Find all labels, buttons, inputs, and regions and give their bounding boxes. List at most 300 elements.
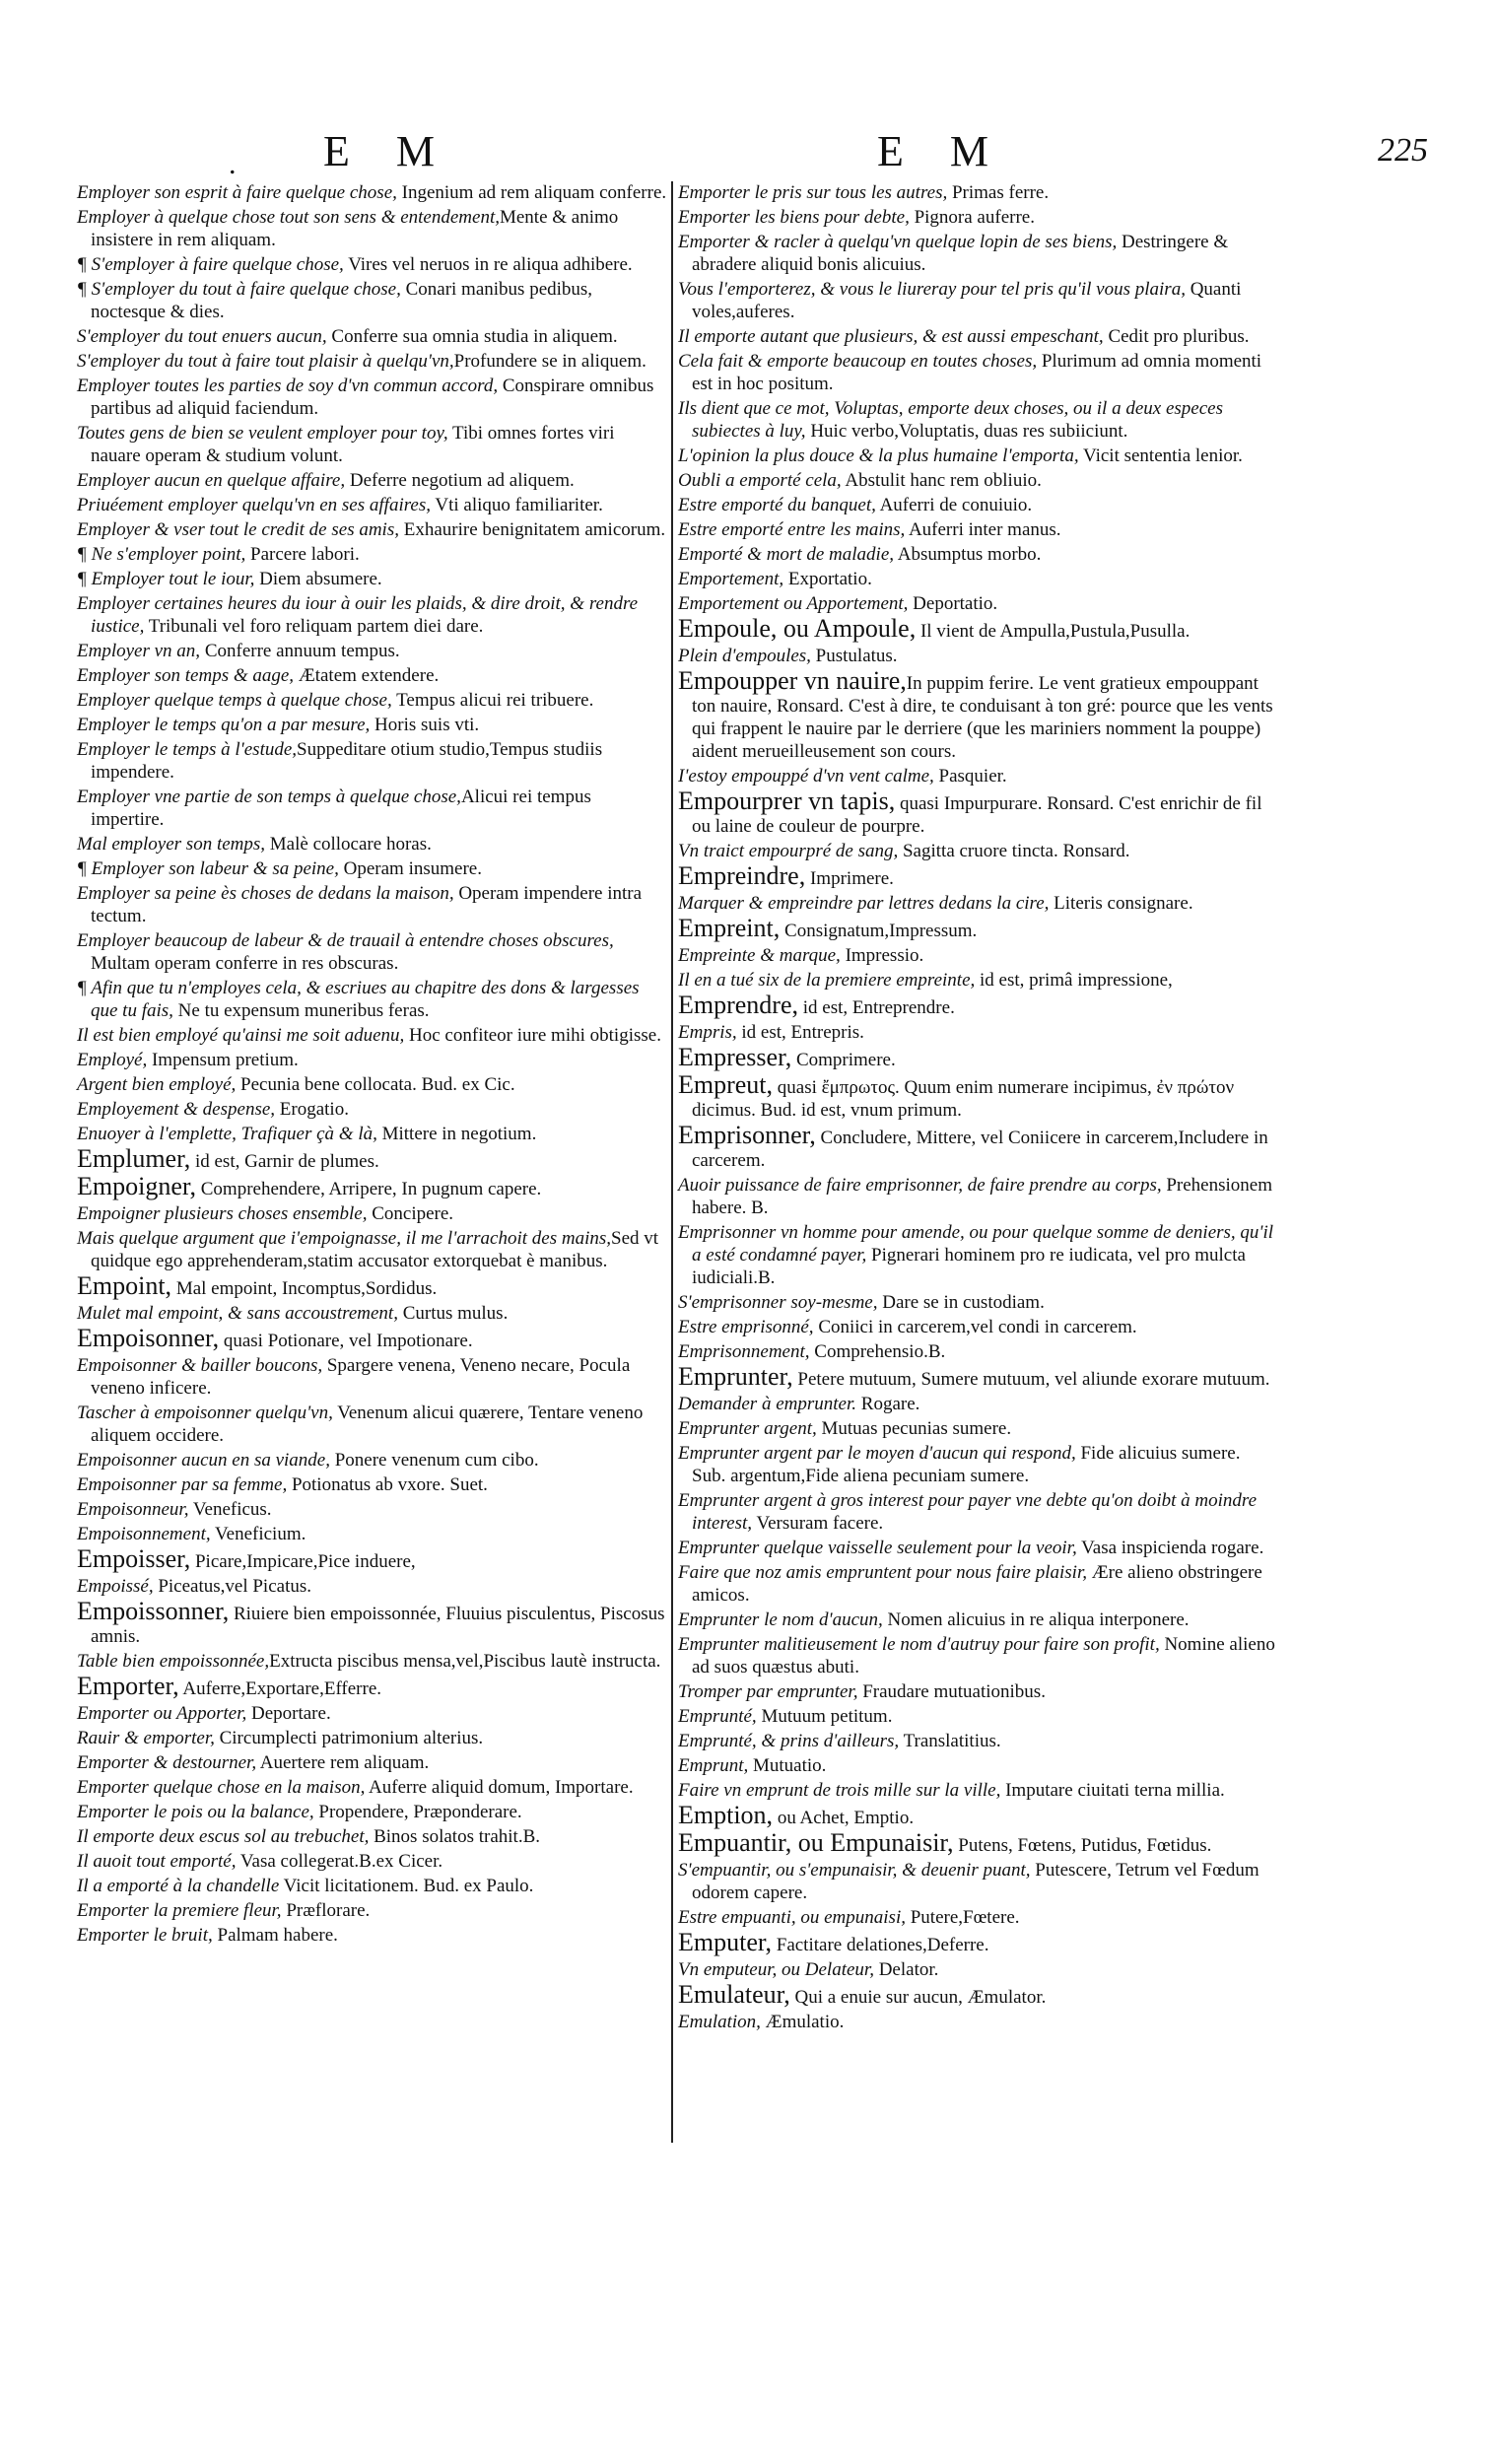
entry-headword: Employer son temps & aage, [77, 665, 295, 686]
dictionary-entry [77, 1825, 668, 1848]
entry-headword: Auoir puissance de faire emprisonner, de faire prendre au corps, [678, 1175, 1162, 1196]
entry-gloss: Ætatem extendere. [294, 665, 440, 686]
entry-gloss: Putescere, Tetrum vel Fœdum odorem capere. [692, 1860, 1259, 1903]
entry-gloss: Putere,Fœtere. [905, 1907, 1020, 1928]
entry-headword: Mulet mal empoint, & sans accoustrement, [77, 1303, 398, 1324]
entry-headword: Il emporte deux escus sol au trebuchet, [77, 1826, 370, 1847]
dictionary-entry [77, 882, 668, 927]
dictionary-entry [678, 397, 1275, 443]
entry-gloss: Tribunali vel foro reliquam partem diei dare. [144, 616, 484, 637]
entry-gloss: Auertere rem aliquam. [256, 1752, 430, 1773]
entry-headword: Employer quelque temps à quelque chose, [77, 690, 392, 711]
dictionary-entry [77, 325, 668, 348]
entry-headword: Empuantir, ou Empunaisir, [678, 1828, 954, 1857]
entry-headword: Plein d'empoules, [678, 646, 811, 666]
entry-gloss: Conspirare omnibus partibus ad aliquid faciendum. [91, 376, 654, 419]
entry-gloss: Hoc confiteor iure mihi obtigisse. [404, 1025, 661, 1046]
dictionary-entry [678, 469, 1275, 492]
entry-gloss: Auferre aliquid domum, Importare. [365, 1777, 634, 1798]
entry-headword: Emprunté, & prins d'ailleurs, [678, 1731, 900, 1751]
dictionary-entry [77, 206, 668, 251]
entry-gloss: Mittere in negotium. [376, 1124, 537, 1144]
dictionary-entry [77, 664, 668, 687]
entry-gloss: Mutuatio. [748, 1755, 827, 1776]
entry-gloss: Mutuum petitum. [756, 1706, 893, 1727]
dictionary-entry [77, 929, 668, 975]
entry-headword: S'empuantir, ou s'empunaisir, & deuenir puant, [678, 1860, 1031, 1881]
dictionary-entry [678, 2011, 1275, 2033]
dictionary-entry [77, 1650, 668, 1673]
entry-headword: Empreindre, [678, 861, 806, 890]
dictionary-entry [678, 993, 1275, 1019]
entry-headword: Employé, [77, 1050, 148, 1070]
dictionary-entry [678, 206, 1275, 229]
dictionary-entry [678, 543, 1275, 566]
dictionary-entry [77, 1875, 668, 1897]
entry-headword: Employer aucun en quelque affaire, [77, 470, 346, 491]
entry-headword: Mais quelque argument que i'empoignasse, il me l'arrachoit des mains, [77, 1228, 612, 1249]
entry-headword: Emporter & destourner, [77, 1752, 257, 1773]
dictionary-entry [678, 614, 1275, 643]
entry-headword: Emulateur, [678, 1980, 790, 2009]
dictionary-entry [77, 350, 668, 373]
entry-headword: Emporter le pris sur tous les autres, [678, 182, 948, 203]
dictionary-entry [77, 1402, 668, 1447]
entry-headword: Emprunter quelque vaisselle seulement pour la veoir, [678, 1538, 1077, 1558]
entry-gloss: Operam insumere. [338, 858, 482, 879]
entry-headword: Empoisonner par sa femme, [77, 1474, 288, 1495]
dictionary-entry [77, 833, 668, 856]
entry-gloss: Deportatio. [908, 593, 998, 614]
entry-headword: Emporter le pois ou la balance, [77, 1802, 314, 1822]
entry-gloss: Horis suis vti. [370, 715, 480, 735]
entry-gloss: Picare,Impicare,Pice induere, [190, 1551, 416, 1572]
page-number: 225 [1378, 132, 1428, 169]
dictionary-entry [77, 1899, 668, 1922]
entry-headword: Empoisonner & bailler boucons, [77, 1355, 323, 1376]
entry-gloss: Erogatio. [275, 1099, 349, 1120]
entry-gloss: Conferre annuum tempus. [200, 641, 400, 661]
dictionary-entry [678, 1680, 1275, 1703]
entry-gloss: Tibi omnes fortes viri nauare operam & studium volunt. [91, 423, 615, 466]
entry-headword: I'estoy empouppé d'vn vent calme, [678, 766, 934, 787]
dictionary-entry [678, 1221, 1275, 1289]
dictionary-entry [77, 1324, 668, 1352]
dictionary-entry [678, 969, 1275, 992]
dictionary-entry [678, 892, 1275, 915]
dictionary-entry [678, 840, 1275, 862]
entry-headword: Emprunter argent par le moyen d'aucun qui respond, [678, 1443, 1076, 1464]
entry-headword: Table bien empoissonnée, [77, 1651, 270, 1672]
entry-gloss: Il vient de Ampulla,Pustula,Pusulla. [916, 621, 1191, 642]
entry-headword: Tromper par emprunter, [678, 1681, 858, 1702]
dictionary-entry [678, 1316, 1275, 1338]
entry-headword: Il auoit tout emporté, [77, 1851, 237, 1872]
entry-headword: Emption, [678, 1801, 774, 1829]
entry-gloss: Absumptus morbo. [894, 544, 1042, 565]
entry-gloss: Petere mutuum, Sumere mutuum, vel aliunde exorare mutuum. [792, 1369, 1270, 1390]
dictionary-entry [678, 1754, 1275, 1777]
dictionary-entry [678, 518, 1275, 541]
entry-gloss: Coniici in carcerem,vel condi in carcerem. [813, 1317, 1137, 1337]
entry-headword: Empoisonner, [77, 1324, 220, 1352]
entry-headword: L'opinion la plus douce & la plus humaine l'emporta, [678, 445, 1079, 466]
dictionary-entry [77, 1172, 668, 1200]
dictionary-entry [77, 1049, 668, 1071]
entry-gloss: Fide alicuius sumere. Sub. argentum,Fide aliena pecuniam sumere. [692, 1443, 1241, 1486]
dictionary-entry [678, 350, 1275, 395]
entry-gloss: Profundere se in aliquem. [453, 351, 646, 372]
entry-headword: Emprendre, [678, 991, 799, 1019]
entry-headword: Emprunter, [678, 1362, 793, 1391]
dictionary-entry [77, 689, 668, 712]
entry-headword: Emporter & racler à quelqu'vn quelque lopin de ses biens, [678, 232, 1118, 252]
entry-headword: Employer & vser tout le credit de ses amis, [77, 519, 399, 540]
entry-headword: Enuoyer à l'emplette, Trafiquer çà & là, [77, 1124, 377, 1144]
entry-gloss: id est, Entreprendre. [798, 997, 955, 1018]
entry-headword: Mal employer son temps, [77, 834, 266, 855]
dictionary-entry [77, 977, 668, 1022]
entry-gloss: Pecunia bene collocata. Bud. ex Cic. [236, 1074, 515, 1095]
entry-gloss: Dare se in custodiam. [877, 1292, 1045, 1313]
entry-gloss: Potionatus ab vxore. Suet. [287, 1474, 488, 1495]
dictionary-entry [77, 1597, 668, 1648]
entry-gloss: Riuiere bien empoissonnée, Fluuius pisculentus, Piscosus amnis. [91, 1604, 665, 1647]
entry-gloss: Ære alieno obstringere amicos. [692, 1562, 1262, 1606]
dictionary-entry [77, 1302, 668, 1325]
entry-headword: Faire que noz amis empruntent pour nous faire plaisir, [678, 1562, 1088, 1583]
entry-gloss: Impressio. [840, 945, 924, 966]
entry-headword: Rauir & emporter, [77, 1728, 215, 1748]
entry-headword: Employement & despense, [77, 1099, 276, 1120]
dictionary-entry [77, 1144, 668, 1173]
entry-headword: ¶ S'employer du tout à faire quelque chose, [77, 279, 401, 300]
dictionary-entry [678, 1958, 1275, 1981]
entry-gloss: Rogare. [856, 1394, 920, 1414]
entry-gloss: Nomine alieno ad suos quæstus abuti. [692, 1634, 1275, 1677]
dictionary-entry [77, 1123, 668, 1145]
dictionary-entry [77, 592, 668, 638]
entry-gloss: Piceatus,vel Picatus. [153, 1576, 311, 1597]
entry-headword: Vn emputeur, ou Delateur, [678, 1959, 874, 1980]
running-head-left: E M [323, 127, 452, 175]
entry-headword: Emprunter malitieusement le nom d'autruy pour faire son profit, [678, 1634, 1160, 1655]
entry-gloss: Qui a enuie sur aucun, Æmulator. [789, 1987, 1047, 2008]
dictionary-entry [77, 253, 668, 276]
left-column [77, 181, 668, 1949]
entry-headword: Faire vn emprunt de trois mille sur la ville, [678, 1780, 1001, 1801]
dictionary-entry [678, 1070, 1275, 1122]
dictionary-entry [77, 1073, 668, 1096]
entry-headword: Employer toutes les parties de soy d'vn commun accord, [77, 376, 499, 396]
dictionary-entry [678, 1633, 1275, 1678]
entry-gloss: Palmam habere. [212, 1925, 338, 1946]
entry-gloss: Pasquier. [933, 766, 1007, 787]
dictionary-entry [77, 1702, 668, 1725]
entry-headword: Empoissé, [77, 1576, 154, 1597]
dictionary-entry [678, 181, 1275, 204]
entry-gloss: In puppim ferire. Le vent gratieux empouppant ton nauire, Ronsard. C'est à dire, te conduisant à ton gré: pource que les vents qui frappent le nauire par le derriere (que les mariniers nomment la pouppe) aident merueilleusement son cours. [692, 673, 1273, 762]
entry-gloss: Consignatum,Impressum. [780, 921, 978, 941]
entry-headword: Emulation, [678, 2012, 761, 2032]
entry-gloss: Pignora auferre. [909, 207, 1035, 228]
entry-headword: Empreint, [678, 914, 781, 942]
entry-headword: Emprisonner, [678, 1121, 816, 1149]
entry-gloss: Veneficus. [188, 1499, 272, 1520]
entry-gloss: Conferre sua omnia studia in aliquem. [326, 326, 618, 347]
entry-headword: Estre emporté du banquet, [678, 495, 876, 515]
dictionary-entry [77, 714, 668, 736]
entry-gloss: Mal empoint, Incomptus,Sordidus. [171, 1278, 438, 1299]
entry-gloss: Propendere, Præponderare. [313, 1802, 522, 1822]
entry-gloss: Plurimum ad omnia momenti est in hoc positum. [692, 351, 1262, 394]
entry-headword: Cela fait & emporte beaucoup en toutes choses, [678, 351, 1038, 372]
entry-gloss: Multam operam conferre in res obscuras. [91, 953, 399, 974]
entry-headword: Employer sa peine ès choses de dedans la maison, [77, 883, 454, 904]
dictionary-entry [77, 640, 668, 662]
entry-headword: Employer certaines heures du iour à ouir les plaids, & dire droit, & rendre iustice, [77, 593, 639, 637]
entry-gloss: Sed vt quidque ego apprehenderam,statim accusator extorquebat è manibus. [91, 1228, 659, 1271]
entry-gloss: Circumplecti patrimonium alterius. [214, 1728, 484, 1748]
dictionary-entry [678, 914, 1275, 942]
entry-gloss: Auferri inter manus. [905, 519, 1061, 540]
dictionary-entry [77, 518, 668, 541]
dictionary-entry [678, 1393, 1275, 1415]
entry-headword: Emporter la premiere fleur, [77, 1900, 282, 1921]
entry-headword: Employer le temps à l'estude, [77, 739, 298, 760]
entry-gloss: Nomen alicuius in re aliqua interponere. [882, 1609, 1190, 1630]
entry-gloss: Curtus mulus. [397, 1303, 509, 1324]
entry-headword: Marquer & empreindre par lettres dedans la cire, [678, 893, 1050, 914]
entry-gloss: Spargere venena, Veneno necare, Pocula veneno inficere. [91, 1355, 631, 1399]
entry-headword: Emporter ou Apporter, [77, 1703, 247, 1724]
dictionary-entry [678, 944, 1275, 967]
entry-gloss: Literis consignare. [1049, 893, 1193, 914]
entry-headword: Vous l'emporterez, & vous le liureray pour tel pris qu'il vous plaira, [678, 279, 1186, 300]
entry-headword: Demander à emprunter. [678, 1394, 857, 1414]
entry-headword: Tascher à empoisonner quelqu'vn, [77, 1403, 333, 1423]
dictionary-entry [678, 1779, 1275, 1802]
entry-gloss: Exportatio. [783, 569, 872, 589]
entry-gloss: Veneficium. [210, 1524, 306, 1544]
entry-gloss: Versuram facere. [752, 1513, 884, 1534]
entry-headword: Estre empuanti, ou empunaisi, [678, 1907, 906, 1928]
dictionary-entry [678, 1730, 1275, 1752]
dictionary-entry [678, 1537, 1275, 1559]
entry-headword: ¶ Employer son labeur & sa peine, [77, 858, 339, 879]
entry-gloss: id est, Entrepris. [736, 1022, 864, 1043]
entry-headword: ¶ Ne s'employer point, [77, 544, 246, 565]
entry-headword: Employer vn an, [77, 641, 201, 661]
dictionary-entry [77, 543, 668, 566]
dictionary-entry [678, 1828, 1275, 1857]
dictionary-entry [77, 469, 668, 492]
dictionary-entry [678, 1291, 1275, 1314]
entry-gloss: Putens, Fœtens, Putidus, Fœtidus. [953, 1835, 1212, 1856]
entry-headword: Empoint, [77, 1271, 172, 1300]
entry-gloss: Auferri de conuiuio. [875, 495, 1033, 515]
dictionary-entry [77, 1523, 668, 1545]
dictionary-entry [678, 1489, 1275, 1535]
dictionary-entry [678, 765, 1275, 787]
entry-headword: Empreut, [678, 1070, 774, 1099]
entry-gloss: Parcere labori. [245, 544, 360, 565]
entry-gloss: Alicui rei tempus impertire. [91, 787, 591, 830]
entry-headword: Emprunter le nom d'aucun, [678, 1609, 883, 1630]
entry-gloss: Binos solatos trahit.B. [369, 1826, 541, 1847]
entry-gloss: Fraudare mutuationibus. [857, 1681, 1046, 1702]
dictionary-entry [678, 666, 1275, 763]
entry-gloss: Imprimere. [805, 868, 894, 889]
entry-gloss: Mente & animo insistere in rem aliquam. [91, 207, 619, 250]
entry-headword: Empresser, [678, 1043, 792, 1071]
entry-gloss: Deportare. [246, 1703, 331, 1724]
dictionary-entry [678, 1021, 1275, 1044]
entry-headword: Empoisonner aucun en sa viande, [77, 1450, 330, 1471]
entry-headword: Empoisser, [77, 1544, 191, 1573]
entry-headword: Empreinte & marque, [678, 945, 841, 966]
entry-headword: Empoigner, [77, 1172, 196, 1200]
dictionary-entry [77, 1227, 668, 1272]
entry-headword: ¶ S'employer à faire quelque chose, [77, 254, 344, 275]
entry-headword: Employer beaucoup de labeur & de trauail à entendre choses obscures, [77, 930, 614, 951]
entry-gloss: id est, Garnir de plumes. [190, 1151, 379, 1172]
entry-gloss: Pustulatus. [810, 646, 898, 666]
dictionary-entry [678, 1980, 1275, 2009]
entry-gloss: Comprehendere, Arripere, In pugnum capere. [196, 1179, 542, 1199]
entry-headword: Emporter quelque chose en la maison, [77, 1777, 366, 1798]
dictionary-entry [77, 1727, 668, 1749]
dictionary-entry [678, 1859, 1275, 1904]
entry-headword: ¶ Employer tout le iour, [77, 569, 255, 589]
entry-gloss: Diem absumere. [254, 569, 382, 589]
entry-gloss: Primas ferre. [947, 182, 1050, 203]
dictionary-entry [77, 1575, 668, 1598]
entry-gloss: Abstulit hanc rem obliuio. [841, 470, 1042, 491]
entry-headword: Emprunté, [678, 1706, 757, 1727]
entry-headword: Emputer, [678, 1928, 772, 1956]
entry-headword: Empoisonnement, [77, 1524, 211, 1544]
entry-headword: Emporté & mort de maladie, [678, 544, 895, 565]
dictionary-entry [678, 861, 1275, 890]
dictionary-entry [77, 1751, 668, 1774]
entry-headword: Empoissonner, [77, 1597, 230, 1625]
entry-gloss: Præflorare. [281, 1900, 371, 1921]
entry-headword: Empoule, ou Ampoule, [678, 614, 917, 643]
entry-gloss: quasi Impurpurare. Ronsard. C'est enrichir de fil ou laine de couleur de pourpre. [692, 793, 1262, 837]
entry-headword: Il a emporté à la chandelle [77, 1876, 280, 1896]
entry-headword: Ils dient que ce mot, Voluptas, emporte deux choses, ou il a deux especes subiectes à luy, [678, 398, 1223, 442]
entry-gloss: Suppeditare otium studio,Tempus studiis impendere. [91, 739, 603, 783]
entry-headword: Employer son esprit à faire quelque chose, [77, 182, 397, 203]
dictionary-entry [678, 1928, 1275, 1956]
entry-headword: Empoupper vn nauire, [678, 666, 907, 695]
dictionary-entry [77, 1850, 668, 1873]
entry-gloss: Prehensionem habere. B. [692, 1175, 1273, 1218]
entry-gloss: Vicit licitationem. Bud. ex Paulo. [279, 1876, 534, 1896]
entry-gloss: Vicit sententia lenior. [1078, 445, 1243, 466]
dictionary-entry [678, 1906, 1275, 1929]
entry-gloss: Vti aliquo familiariter. [431, 495, 603, 515]
entry-gloss: Factitare delationes,Deferre. [772, 1935, 989, 1955]
entry-gloss: ou Achet, Emptio. [773, 1808, 915, 1828]
dictionary-entry [77, 1449, 668, 1472]
dictionary-entry [678, 1174, 1275, 1219]
entry-headword: Employer vne partie de son temps à quelque chose, [77, 787, 461, 807]
dictionary-entry [678, 1043, 1275, 1071]
entry-headword: S'employer du tout à faire tout plaisir à quelqu'vn, [77, 351, 454, 372]
dictionary-entry [77, 1544, 668, 1573]
dictionary-entry [678, 325, 1275, 348]
entry-headword: Empris, [678, 1022, 737, 1043]
dictionary-entry [77, 181, 668, 204]
entry-headword: Emprunter argent à gros interest pour payer vne debte qu'on doibt à moindre interest, [678, 1490, 1258, 1534]
entry-gloss: Pignerari hominem pro re iudicata, vel pro mulcta iudiciali.B. [692, 1245, 1246, 1288]
dictionary-entry [678, 1362, 1275, 1391]
dictionary-entry [678, 1121, 1275, 1172]
dictionary-entry [77, 1202, 668, 1225]
entry-gloss: Auferre,Exportare,Efferre. [178, 1678, 382, 1699]
entry-gloss: Sagitta cruore tincta. Ronsard. [898, 841, 1130, 861]
entry-headword: ¶ Afin que tu n'employes cela, & escriues au chapitre des dons & largesses que tu fais, [77, 978, 640, 1021]
entry-gloss: quasi ἔμπρωτος. Quum enim numerare incipimus, ἐν πρώτον dicimus. Bud. id est, vnum primum. [692, 1077, 1235, 1121]
dictionary-entry [77, 422, 668, 467]
entry-gloss: id est, primâ impressione, [975, 970, 1173, 991]
dictionary-entry [678, 278, 1275, 323]
dictionary-entry [678, 592, 1275, 615]
right-column [678, 181, 1275, 2035]
entry-headword: Priuéement employer quelqu'vn en ses affaires, [77, 495, 431, 515]
entry-gloss: Ponere venenum cum cibo. [329, 1450, 539, 1471]
entry-headword: Emportement, [678, 569, 784, 589]
entry-gloss: Venenum alicui quærere, Tentare veneno aliquem occidere. [91, 1403, 644, 1446]
entry-headword: Emporter le bruit, [77, 1925, 213, 1946]
entry-gloss: Cedit pro pluribus. [1103, 326, 1250, 347]
entry-gloss: Vasa collegerat.B.ex Cicer. [236, 1851, 443, 1872]
entry-gloss: Tempus alicui rei tribuere. [391, 690, 594, 711]
entry-headword: Il en a tué six de la premiere empreinte, [678, 970, 976, 991]
entry-headword: Empourprer vn tapis, [678, 787, 896, 815]
entry-headword: Emporter, [77, 1672, 179, 1700]
entry-headword: S'emprisonner soy-mesme, [678, 1292, 878, 1313]
entry-headword: Toutes gens de bien se veulent employer pour toy, [77, 423, 448, 444]
dictionary-entry [77, 857, 668, 880]
entry-headword: Emplumer, [77, 1144, 191, 1173]
margin-mark: . [229, 148, 237, 180]
dictionary-entry [77, 1271, 668, 1300]
dictionary-entry [678, 231, 1275, 276]
entry-headword: Emprunt, [678, 1755, 749, 1776]
dictionary-entry [77, 568, 668, 590]
entry-headword: Emprisonner vn homme pour amende, ou pour quelque somme de deniers, qu'il a esté condamné payer, [678, 1222, 1274, 1266]
entry-gloss: Huic verbo,Voluptatis, duas res subiiciunt. [805, 421, 1128, 442]
column-divider [671, 181, 673, 2143]
entry-gloss: Operam impendere intra tectum. [91, 883, 643, 926]
dictionary-entry [77, 1354, 668, 1400]
entry-gloss: Vires vel neruos in re aliqua adhibere. [343, 254, 633, 275]
dictionary-entry [77, 1776, 668, 1799]
entry-gloss: quasi Potionare, vel Impotionare. [219, 1331, 473, 1351]
dictionary-entry [77, 1672, 668, 1700]
entry-gloss: Translatitius. [899, 1731, 1001, 1751]
dictionary-entry [678, 1417, 1275, 1440]
entry-gloss: Vasa inspicienda rogare. [1076, 1538, 1264, 1558]
entry-gloss: Quanti voles,auferes. [692, 279, 1242, 322]
entry-gloss: Conari manibus pedibus, noctesque & dies. [91, 279, 593, 322]
entry-headword: Employer à quelque chose tout son sens & entendement, [77, 207, 500, 228]
dictionary-entry [678, 445, 1275, 467]
entry-gloss: Deferre negotium ad aliquem. [345, 470, 575, 491]
